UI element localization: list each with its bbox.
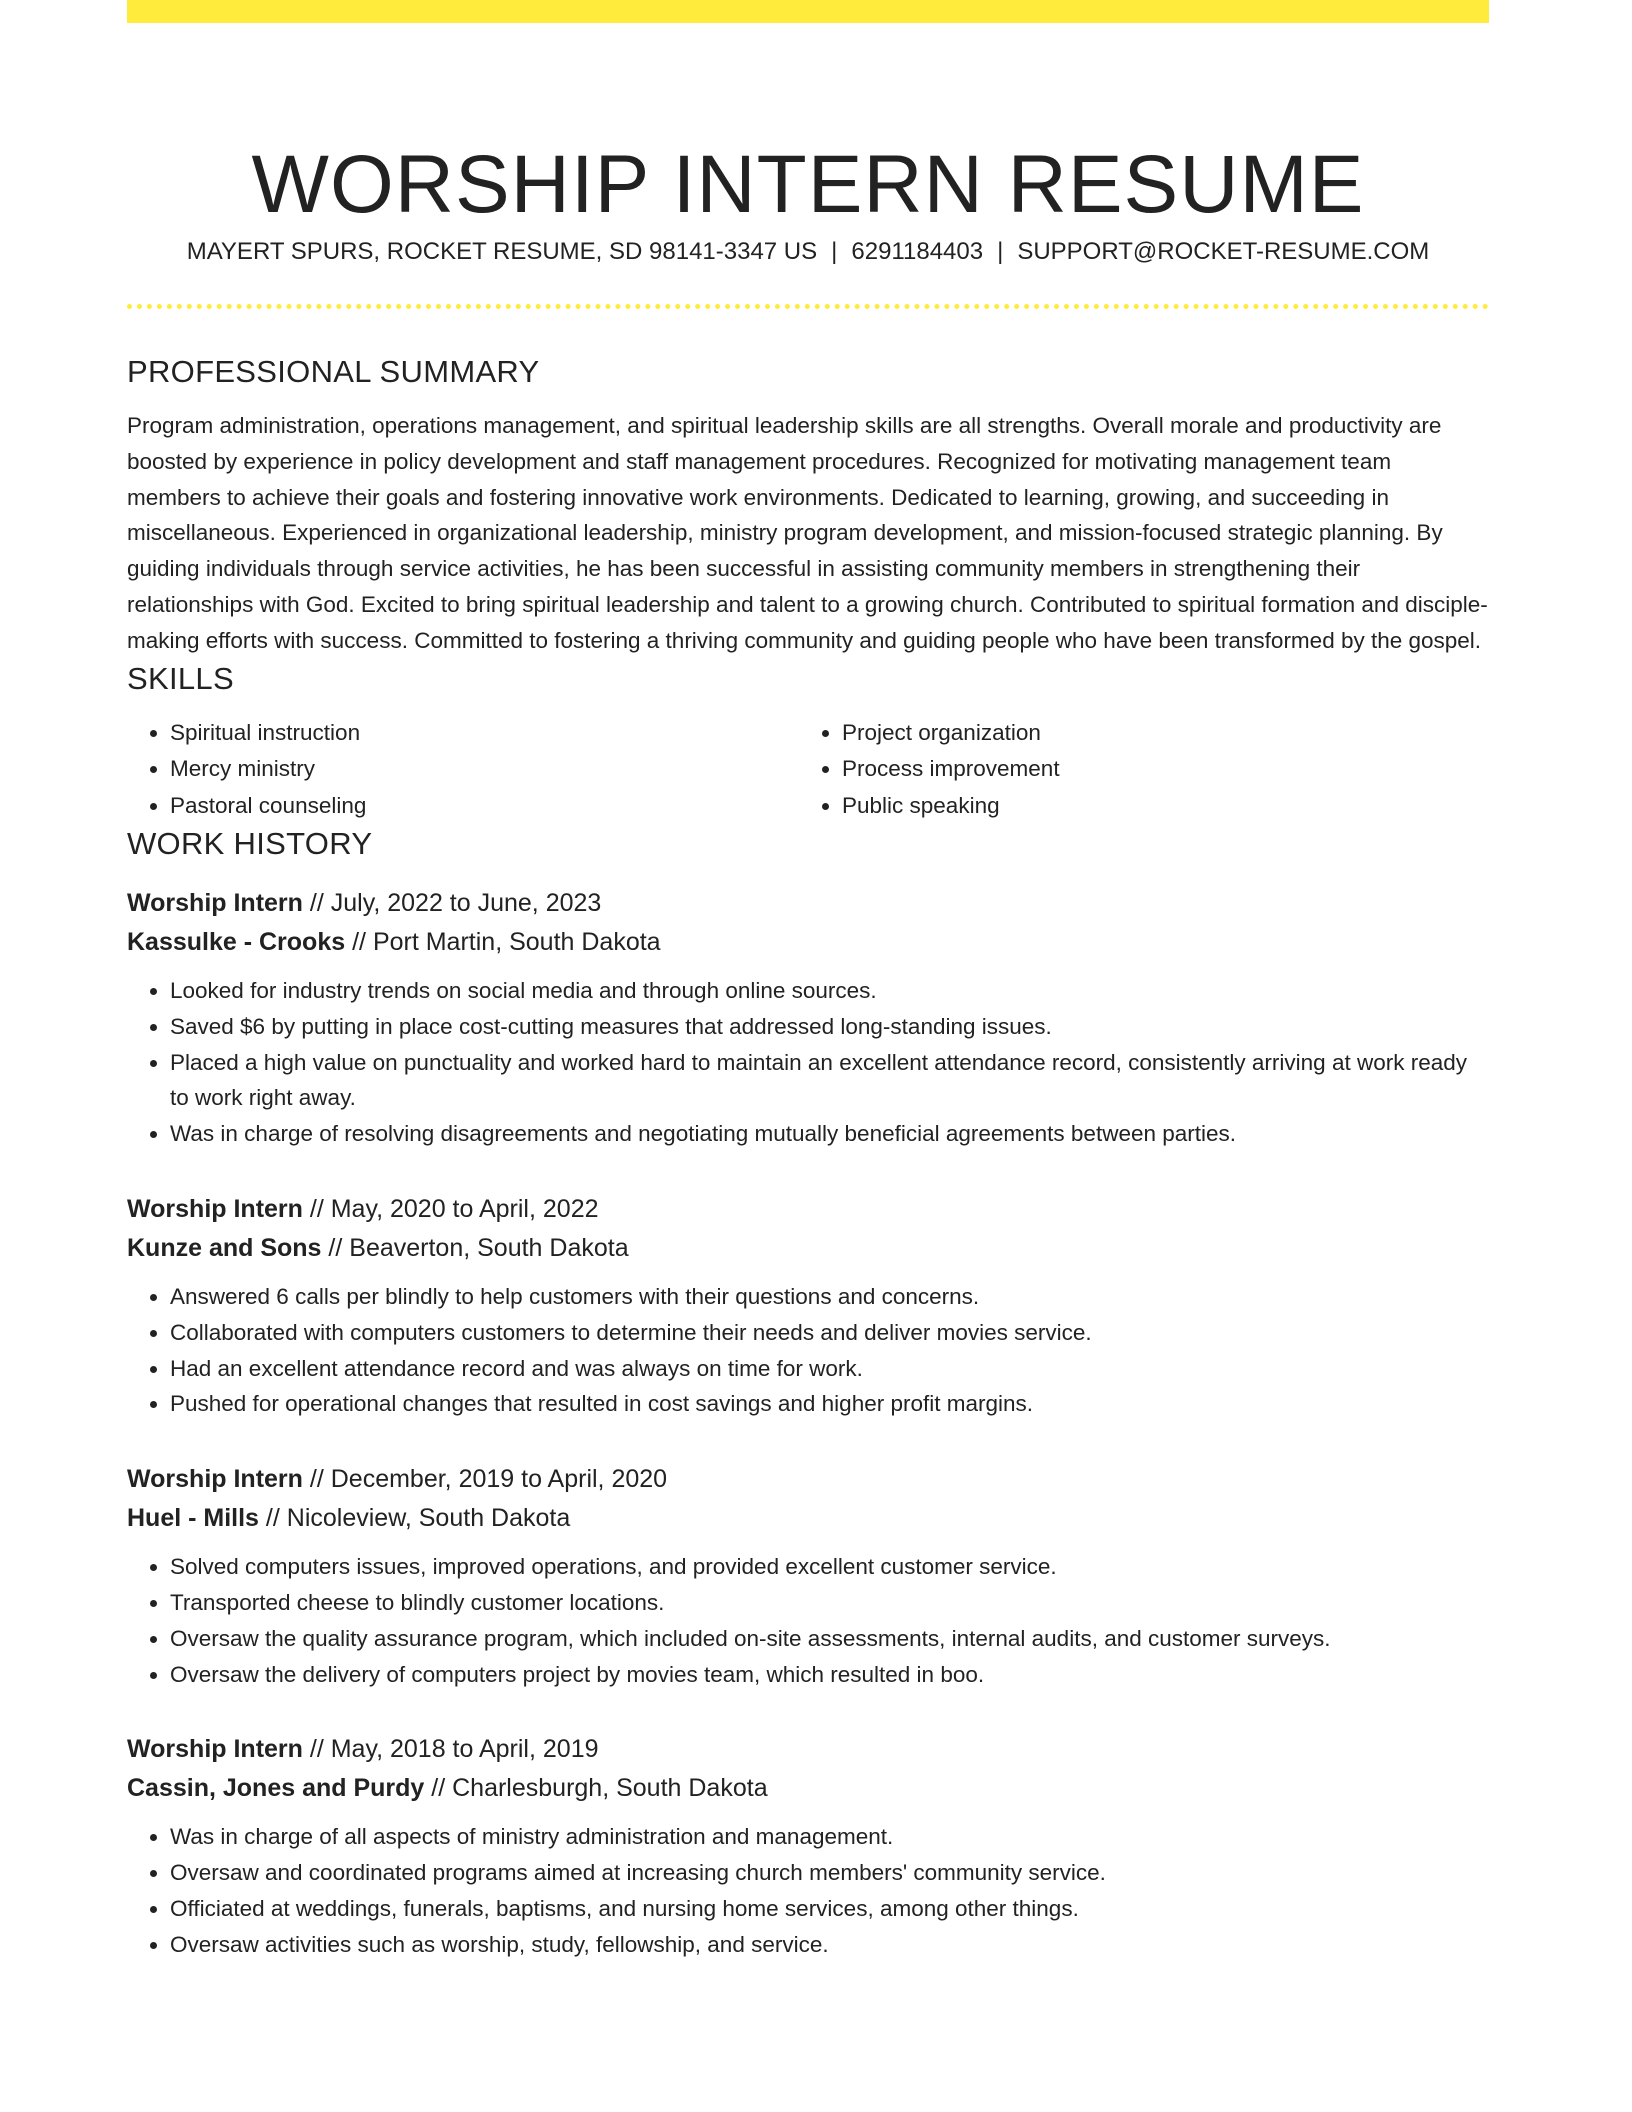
job-location: Charlesburgh, South Dakota — [452, 1773, 768, 1802]
job-separator: // — [321, 1233, 350, 1262]
job-bullet: • Oversaw activities such as worship, study, fellowship, and service. — [170, 1927, 1489, 1963]
contact-separator: | — [997, 238, 1004, 265]
skill-item: • Project organization — [842, 715, 1471, 752]
contact-email: SUPPORT@ROCKET-RESUME.COM — [1017, 238, 1430, 265]
skill-item: • Mercy ministry — [170, 751, 799, 788]
skills-list-left — [127, 715, 799, 825]
contact-line — [127, 236, 1489, 268]
job-bullet: • Officiated at weddings, funerals, baptisms, and nursing home services, among other things. — [170, 1891, 1489, 1927]
summary-heading: PROFESSIONAL SUMMARY — [127, 354, 540, 389]
skills-heading: SKILLS — [127, 660, 234, 696]
job-bullet: • Collaborated with computers customers to determine their needs and deliver movies service. — [170, 1315, 1489, 1351]
job-company-line — [127, 1229, 1489, 1268]
job-separator: // — [302, 1195, 331, 1224]
resume-content — [127, 352, 1489, 1963]
skill-item: • Pastoral counseling — [170, 788, 799, 825]
job-bullets — [127, 1279, 1489, 1422]
job-location: Port Martin, South Dakota — [372, 927, 661, 956]
contact-phone: 6291184403 — [851, 238, 984, 265]
job-dates: December, 2019 to April, 2020 — [330, 1465, 668, 1494]
job-separator: // — [424, 1773, 453, 1802]
job-separator: // — [302, 1735, 331, 1764]
job-title-line — [127, 1190, 1489, 1229]
skills-columns — [127, 715, 1489, 825]
skill-item: • Spiritual instruction — [170, 715, 799, 752]
skills-list-right — [799, 715, 1471, 825]
job-bullet: • Was in charge of all aspects of ministry administration and management. — [170, 1819, 1489, 1855]
job-company-line — [127, 1499, 1489, 1538]
job-bullets — [127, 973, 1489, 1152]
job-company: Huel - Mills — [127, 1503, 259, 1532]
job-bullets — [127, 1549, 1489, 1692]
job-bullets — [127, 1819, 1489, 1962]
job-company: Kassulke - Crooks — [127, 927, 346, 956]
job-dates: July, 2022 to June, 2023 — [330, 889, 602, 918]
job-entry — [127, 1460, 1489, 1692]
job-location: Nicoleview, South Dakota — [286, 1503, 571, 1532]
skill-item: • Process improvement — [842, 751, 1471, 788]
job-company: Kunze and Sons — [127, 1233, 322, 1262]
job-separator: // — [345, 927, 373, 956]
job-entry — [127, 884, 1489, 1152]
job-bullet: • Saved $6 by putting in place cost-cutting measures that addressed long-standing issues. — [170, 1009, 1489, 1045]
summary-text: Program administration, operations management, and spiritual leadership skills are all strengths. Overall morale and productivity are boosted by experience in policy development and staff management procedures. Recognized for motivating management team members to achieve their goals and fostering innovative work environments. Dedicated to learning, growing, and succeeding in miscellaneous. Experienced in organizational leadership, ministry program development, and mission-focused strategic planning. By guiding individuals through service activities, he has been successful in assisting community members in strengthening their relationships with God. Excited to bring spiritual leadership and talent to a growing church. Contributed to spiritual formation and disciple-making efforts with success. Committed to fostering a thriving community and guiding people who have been transformed by the gospel. — [127, 413, 1488, 653]
job-dates: May, 2020 to April, 2022 — [330, 1195, 599, 1224]
resume-title: WORSHIP INTERN RESUME — [251, 138, 1365, 230]
work-history-heading: WORK HISTORY — [127, 826, 373, 862]
job-separator: // — [302, 889, 331, 918]
job-bullet: • Answered 6 calls per blindly to help customers with their questions and concerns. — [170, 1279, 1489, 1315]
job-bullet: • Placed a high value on punctuality and worked hard to maintain an excellent attendance record, consistently arriving at work ready to work right away. — [170, 1045, 1489, 1117]
job-bullet: • Oversaw and coordinated programs aimed at increasing church members' community service. — [170, 1855, 1489, 1891]
job-bullet: • Had an excellent attendance record and was always on time for work. — [170, 1351, 1489, 1387]
job-bullet: • Looked for industry trends on social media and through online sources. — [170, 973, 1489, 1009]
job-entry — [127, 1190, 1489, 1422]
job-dates: May, 2018 to April, 2019 — [330, 1735, 599, 1764]
job-separator: // — [302, 1465, 331, 1494]
job-bullet: • Transported cheese to blindly customer locations. — [170, 1585, 1489, 1621]
job-title: Worship Intern — [127, 1195, 303, 1224]
contact-address: MAYERT SPURS, ROCKET RESUME, SD 98141-3347 US — [186, 238, 818, 265]
job-bullet: • Oversaw the quality assurance program, which included on-site assessments, internal audits, and customer surveys. — [170, 1621, 1489, 1657]
job-title: Worship Intern — [127, 1465, 303, 1494]
job-bullet: • Pushed for operational changes that resulted in cost savings and higher profit margins. — [170, 1386, 1489, 1422]
job-bullet: • Oversaw the delivery of computers project by movies team, which resulted in boo. — [170, 1657, 1489, 1693]
job-separator: // — [258, 1503, 287, 1532]
job-title-line — [127, 884, 1489, 923]
job-company-line — [127, 923, 1489, 962]
job-title-line — [127, 1460, 1489, 1499]
contact-separator: | — [831, 238, 838, 265]
job-company-line — [127, 1769, 1489, 1808]
job-bullet: • Solved computers issues, improved operations, and provided excellent customer service. — [170, 1549, 1489, 1585]
dotted-divider — [127, 304, 1489, 309]
job-title-line — [127, 1730, 1489, 1769]
job-company: Cassin, Jones and Purdy — [127, 1773, 425, 1802]
job-bullet: • Was in charge of resolving disagreements and negotiating mutually beneficial agreements between parties. — [170, 1116, 1489, 1152]
job-location: Beaverton, South Dakota — [349, 1233, 629, 1262]
skill-item: • Public speaking — [842, 788, 1471, 825]
top-accent-bar — [127, 0, 1489, 23]
job-title: Worship Intern — [127, 1735, 303, 1764]
job-entry — [127, 1730, 1489, 1962]
job-title: Worship Intern — [127, 889, 303, 918]
